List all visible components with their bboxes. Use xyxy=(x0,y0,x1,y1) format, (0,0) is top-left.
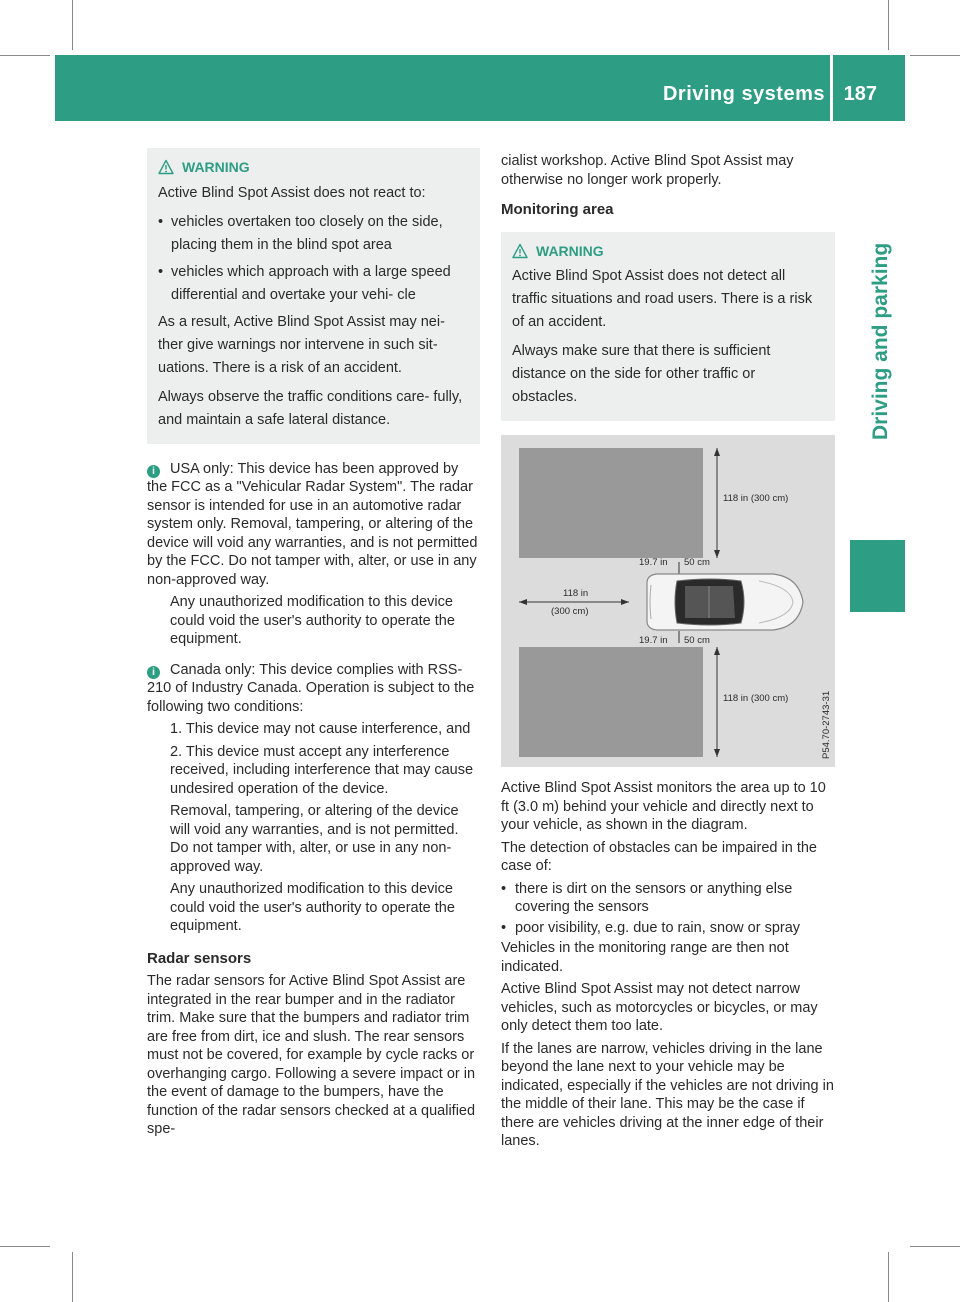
crop-mark xyxy=(72,1252,73,1302)
monitoring-zone-left xyxy=(519,448,703,558)
paragraph: Active Blind Spot Assist may not detect narrow vehicles, such as motorcycles or bicycles, or may only detect them too late. xyxy=(501,981,818,1034)
car-top-view-icon xyxy=(647,574,803,630)
section-heading: Radar sensors xyxy=(147,949,252,967)
warning-title: WARNING xyxy=(536,242,604,259)
warning-paragraph: Active Blind Spot Assist does not detect all traffic situations and road users. There is a risk of an accident. xyxy=(512,268,813,330)
warning-header xyxy=(512,242,824,261)
list-item: • poor visibility, e.g. due to rain, snow or spray xyxy=(501,919,801,936)
dimension-label: 19.7 in xyxy=(639,557,668,568)
dimension-label: (300 cm) xyxy=(551,606,589,617)
dimension-label: 50 cm xyxy=(684,557,710,568)
page-header xyxy=(55,55,905,121)
dimension-label: 19.7 in xyxy=(639,635,668,646)
paragraph: Active Blind Spot Assist monitors the area up to 10 ft (3.0 m) behind your vehicle and directly next to your vehicle, as shown in the diagram. xyxy=(501,780,826,833)
side-tab-label: Driving and parking xyxy=(869,242,892,440)
paragraph: The detection of obstacles can be impaired in the case of: xyxy=(501,839,817,874)
list-item: • there is dirt on the sensors or anything else covering the sensors xyxy=(501,880,793,915)
dimension-label: 50 cm xyxy=(684,635,710,646)
section-heading: Monitoring area xyxy=(501,201,614,218)
info-icon: i xyxy=(147,666,160,679)
list-item: • vehicles which approach with a large speed differential and overtake your vehi- cle xyxy=(158,263,451,303)
warning-intro: Active Blind Spot Assist does not react to: xyxy=(158,184,426,201)
warning-header xyxy=(158,158,469,177)
monitoring-zone-right xyxy=(519,647,703,757)
diagram-svg xyxy=(501,435,835,767)
monitoring-area-diagram: 118 in (300 cm) 118 in (300 cm) 118 in (300 cm) 19.7 in 50 cm 19.7 in 50 cm P54.70-2743-31 xyxy=(501,435,835,767)
warning-box xyxy=(147,148,480,444)
crop-mark xyxy=(910,1246,960,1247)
info-note-usa: i USA only: This device has been approved by the FCC as a "Vehicular Radar System". The radar sensor is intended for use in an automotive radar system only. Removal, tampering, or altering of the device will void any warranties, and is not permitted by the FCC. Do not tamper with, alter, or use in any non-approved way. Any unauthorized modification to this device could void the user's authority to operate the equipment. xyxy=(147,460,478,647)
crop-mark xyxy=(0,55,50,56)
info-note-canada: i Canada only: This device complies with RSS-210 of Industry Canada. Operation is subject to the following two conditions: 1. This device may not cause interference, and 2. This device must accept any interference received, including interference that may cause undesired operation of the device. Removal, tampering, or altering of the device will void any warranties, and is not permitted. Do not tamper with, alter, or use in any non-approved way. Any unauthorized modification to this device could void the user's authority to operate the equipment. xyxy=(147,661,475,934)
crop-mark xyxy=(910,55,960,56)
left-column xyxy=(147,148,480,1143)
crop-mark xyxy=(0,1246,50,1247)
warning-triangle-icon xyxy=(512,243,528,259)
crop-mark xyxy=(888,1252,889,1302)
warning-paragraph: Always make sure that there is sufficient distance on the side for other traffic or obstacles. xyxy=(512,343,771,405)
section-title: Driving systems xyxy=(662,83,825,105)
right-column xyxy=(501,152,835,1155)
warning-paragraph: Always observe the traffic conditions care- fully, and maintain a safe lateral distance. xyxy=(158,388,463,428)
crop-mark xyxy=(72,0,73,50)
page-number: 187 xyxy=(843,83,877,105)
warning-title: WARNING xyxy=(182,159,250,175)
warning-box xyxy=(501,232,835,422)
info-icon: i xyxy=(147,465,160,478)
list-item: • vehicles overtaken too closely on the side, placing them in the blind spot area xyxy=(158,213,443,253)
dimension-label: 118 in (300 cm) xyxy=(723,693,789,704)
warning-triangle-icon xyxy=(158,159,174,175)
crop-mark xyxy=(888,0,889,50)
paragraph: The radar sensors for Active Blind Spot Assist are integrated in the rear bumper and in the radiator trim. Make sure that the bumpers and radiator trim are free from dirt, ice and slush. The rear sensors must not be covered, for example by cycle racks or overhanging cargo. Following a severe impact or in the event of damage to the bumpers, have the function of the radar sensors checked at a qualified spe- xyxy=(147,973,476,1137)
paragraph: Vehicles in the monitoring range are then not indicated. xyxy=(501,940,789,975)
side-tab-marker xyxy=(850,540,905,612)
paragraph: cialist workshop. Active Blind Spot Assist may otherwise no longer work properly. xyxy=(501,153,794,188)
warning-paragraph: As a result, Active Blind Spot Assist may nei- ther give warnings nor intervene in such sit- uations. There is a risk of an accident. xyxy=(158,313,445,376)
header-divider xyxy=(830,55,833,121)
dimension-label: 118 in (300 cm) xyxy=(723,493,789,504)
paragraph: If the lanes are narrow, vehicles driving in the lane beyond the lane next to your vehicle may be indicated, especially if the vehicles are not driving in the middle of their lane. This may be the case if there are vehicles driving at the inner edge of their lanes. xyxy=(501,1040,834,1149)
dimension-label: 118 in xyxy=(563,588,589,599)
